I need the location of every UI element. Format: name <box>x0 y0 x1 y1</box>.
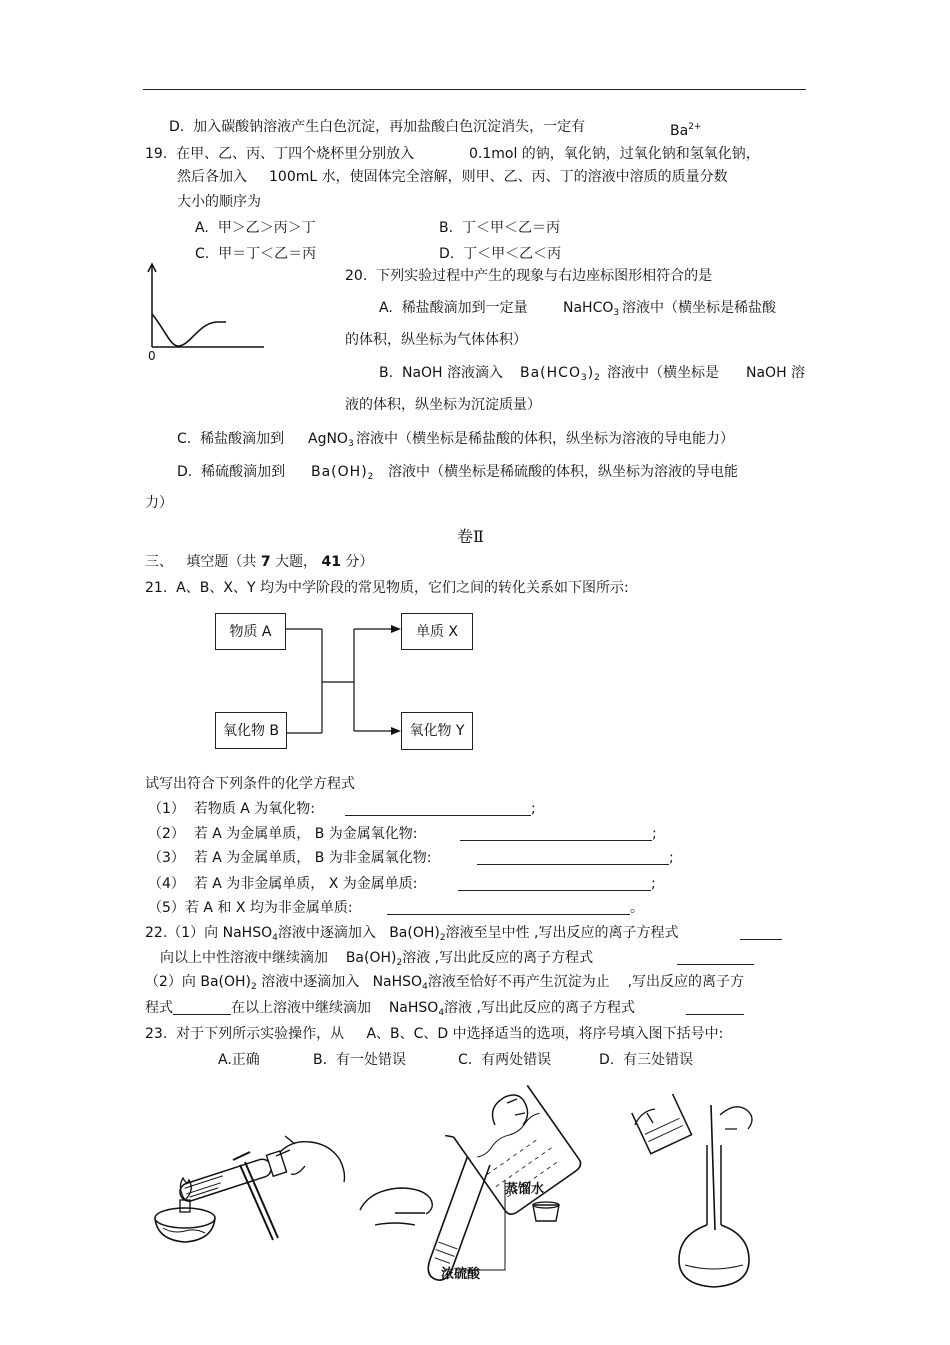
q23-option-d: D. 有三处错误 <box>599 1052 694 1068</box>
q20-b-text3: NaOH 溶 <box>746 365 806 381</box>
answer-blank-22a[interactable] <box>740 924 782 942</box>
q18-option-d: D. 加入碳酸钠溶液产生白色沉淀，再加盐酸白色沉淀消失，一定有 <box>169 119 586 135</box>
top-rule <box>143 89 806 90</box>
answer-blank-22b[interactable] <box>677 949 754 967</box>
heating-test-tube-illustration <box>145 1120 355 1250</box>
q22-part2-b: 程式 在以上溶液中继续滴加 NaHSO$_4$溶液 ,写出此反应的离子方程式 <box>145 1000 635 1018</box>
q20-d-text3: 力） <box>145 495 173 511</box>
q19-line1: 19. 在甲、乙、丙、丁四个烧杯里分别放入 <box>145 146 415 162</box>
volumetric-flask-illustration <box>625 1085 765 1295</box>
q23-option-b: B. 有一处错误 <box>313 1052 406 1068</box>
answer-blank-22c[interactable] <box>686 999 744 1017</box>
q20-d-text: D. 稀硫酸滴加到 <box>177 464 286 480</box>
answer-blank-4[interactable]: ; <box>458 875 656 893</box>
box-substance-a: 物质 A <box>215 613 286 650</box>
q20-a-text: A. 稀盐酸滴加到一定量 <box>379 300 528 316</box>
q21-stem: 21. A、B、X、Y 均为中学阶段的常见物质，它们之间的转化关系如下图所示: <box>145 580 629 596</box>
q23-stem: 23. 对于下列所示实验操作，从 A、B、C、D 中选择适当的选项，将序号填入图下括号中: <box>145 1026 724 1042</box>
q19-line2a: 然后各加入 <box>177 169 247 185</box>
q20-b-text4: 液的体积，纵坐标为沉淀质量） <box>345 397 541 413</box>
box-element-x: 单质 X <box>401 613 473 650</box>
q19-option-d: D. 丁＜甲＜乙＜丙 <box>439 246 562 262</box>
q19-option-b: B. 丁＜甲＜乙＝丙 <box>439 220 560 236</box>
q23-option-c: C. 有两处错误 <box>458 1052 552 1068</box>
answer-blank-5[interactable]: 。 <box>387 899 644 917</box>
q21-item-4: （4） 若 A 为非金属单质， X 为金属单质: <box>148 876 418 892</box>
coordinate-graph <box>140 262 270 372</box>
distilled-water-label: 蒸馏水 <box>505 1182 545 1197</box>
q20-stem: 20. 下列实验过程中产生的现象与右边座标图形相符合的是 <box>345 268 713 284</box>
q20-b-chem: $Ba(HCO_3)_2$ <box>520 365 601 383</box>
q22-part1: 22.（1）向 NaHSO$_4$溶液中逐滴加入 $Ba(OH)_2$溶液至呈中性 ,写出反应的离子方程式 <box>145 925 679 943</box>
q20-b-text2: 溶液中（横坐标是 <box>607 365 719 381</box>
section-title: 卷Ⅱ <box>457 527 484 546</box>
q20-a-text2: 溶液中（横坐标是稀盐酸 <box>622 300 776 316</box>
q22-part2: （2）向 $Ba(OH)_2$ 溶液中逐滴加入 NaHSO$_4$溶液至恰好不再产生沉淀为止 ,写出反应的离子方 <box>145 974 745 992</box>
q22-part1-b: 向以上中性溶液中继续滴加 $Ba(OH)_2$溶液 ,写出此反应的离子方程式 <box>160 950 594 968</box>
q20-a-chem: NaHCO$_3$ <box>563 300 620 318</box>
conversion-arrows <box>286 620 404 740</box>
q19-line2b: 100mL 水，使固体完全溶解，则甲、乙、丙、丁的溶液中溶质的质量分数 <box>269 169 728 185</box>
q20-c-chem: AgNO$_3$ <box>308 431 354 449</box>
q20-c-text2: 溶液中（横坐标是稀盐酸的体积，纵坐标为溶液的导电能力） <box>356 431 734 447</box>
graph-origin: 0 <box>148 349 156 363</box>
concentrated-acid-label: 浓硫酸 <box>441 1267 481 1282</box>
q19-line3: 大小的顺序为 <box>177 194 261 210</box>
q20-b-text: B. NaOH 溶液滴入 <box>379 365 504 381</box>
q21-item-2: （2） 若 A 为金属单质， B 为金属氧化物: <box>148 826 418 842</box>
box-oxide-y: 氧化物 Y <box>401 712 473 750</box>
q23-option-a: A.正确 <box>218 1052 260 1068</box>
q19-option-a: A. 甲＞乙＞丙＞丁 <box>195 220 316 236</box>
q20-d-chem: $Ba(OH)_2$ <box>311 464 375 482</box>
q20-c-text: C. 稀盐酸滴加到 <box>177 431 285 447</box>
answer-blank-1[interactable]: ; <box>345 800 536 818</box>
q21-item-3: （3） 若 A 为金属单质， B 为非金属氧化物: <box>148 850 432 866</box>
dilution-illustration <box>355 1085 600 1290</box>
q20-a-text3: 的体积，纵坐标为气体体积） <box>345 332 527 348</box>
q21-item-5: （5）若 A 和 X 均为非金属单质: <box>148 900 353 916</box>
box-oxide-b: 氧化物 B <box>215 712 287 749</box>
q19-line1b: 0.1mol 的钠，氧化钠，过氧化钠和氢氧化钠， <box>469 146 760 162</box>
barium-ion: $Ba^{2+}$ <box>670 122 702 139</box>
answer-blank-3[interactable]: ; <box>477 849 674 867</box>
q19-option-c: C. 甲＝丁＜乙＝丙 <box>195 246 317 262</box>
section-heading: 三、 填空题（共 7 大题， 41 分） <box>145 554 374 570</box>
q20-d-text2: 溶液中（横坐标是稀硫酸的体积，纵坐标为溶液的导电能 <box>388 464 738 480</box>
q21-prompt: 试写出符合下列条件的化学方程式 <box>145 776 355 792</box>
answer-blank-2[interactable]: ; <box>460 825 657 843</box>
q21-item-1: （1） 若物质 A 为氧化物: <box>148 801 316 817</box>
